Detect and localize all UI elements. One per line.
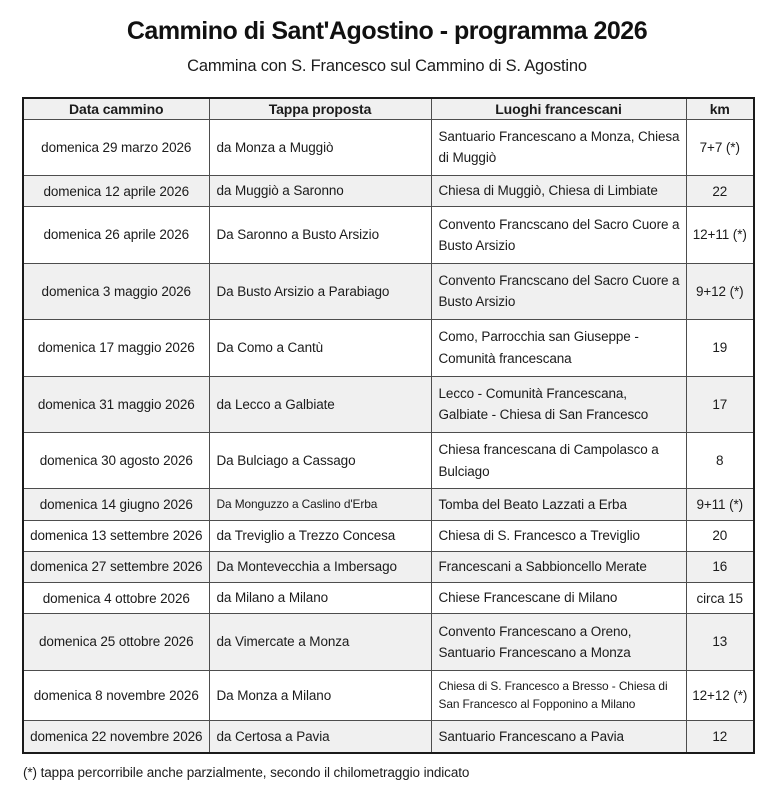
stage-cell: Da Busto Arsizio a Parabiago <box>209 263 431 319</box>
table-row <box>23 520 754 551</box>
table-row <box>23 432 754 488</box>
stage-cell: da Monza a Muggiò <box>209 119 431 175</box>
footnote: (*) tappa percorribile anche parzialmente, secondo il chilometraggio indicato <box>23 764 470 780</box>
stage-cell: da Lecco a Galbiate <box>209 376 431 432</box>
table-row <box>23 489 754 520</box>
km-cell: 12+12 (*) <box>686 670 754 720</box>
header-luoghi-francescani: Luoghi francescani <box>431 98 686 120</box>
table-row <box>23 551 754 582</box>
stage-cell: Da Montevecchia a Imbersago <box>209 551 431 582</box>
page-subtitle: Cammina con S. Francesco sul Cammino di S. Agostino <box>187 56 587 75</box>
table-row <box>23 207 754 263</box>
date-cell: domenica 22 novembre 2026 <box>23 721 209 753</box>
stage-cell: da Milano a Milano <box>209 582 431 613</box>
km-cell: 8 <box>686 432 754 488</box>
date-cell: domenica 12 aprile 2026 <box>23 175 209 206</box>
stage-cell: Da Bulciago a Cassago <box>209 432 431 488</box>
places-cell: Francescani a Sabbioncello Merate <box>431 551 686 582</box>
km-cell: circa 15 <box>686 582 754 613</box>
km-cell: 12+11 (*) <box>686 207 754 263</box>
places-cell: Convento Francescano a Oreno, Santuario Francescano a Monza <box>431 614 686 670</box>
stage-cell: da Vimercate a Monza <box>209 614 431 670</box>
date-cell: domenica 25 ottobre 2026 <box>23 614 209 670</box>
km-cell: 9+12 (*) <box>686 263 754 319</box>
stage-cell: da Certosa a Pavia <box>209 721 431 753</box>
stage-cell: da Muggiò a Saronno <box>209 175 431 206</box>
km-cell: 20 <box>686 520 754 551</box>
table-body <box>23 119 754 753</box>
table-row <box>23 670 754 720</box>
places-cell: Santuario Francescano a Monza, Chiesa di Muggiò <box>431 119 686 175</box>
table-row <box>23 320 754 376</box>
date-cell: domenica 4 ottobre 2026 <box>23 582 209 613</box>
table-row <box>23 263 754 319</box>
date-cell: domenica 17 maggio 2026 <box>23 320 209 376</box>
places-cell: Santuario Francescano a Pavia <box>431 721 686 753</box>
date-cell: domenica 29 marzo 2026 <box>23 119 209 175</box>
table-row <box>23 119 754 175</box>
header-data-cammino: Data cammino <box>23 98 209 120</box>
table-row <box>23 175 754 206</box>
places-cell: Chiesa francescana di Campolasco a Bulciago <box>431 432 686 488</box>
km-cell: 9+11 (*) <box>686 489 754 520</box>
places-cell: Convento Francscano del Sacro Cuore a Busto Arsizio <box>431 207 686 263</box>
places-cell: Chiesa di S. Francesco a Treviglio <box>431 520 686 551</box>
date-cell: domenica 8 novembre 2026 <box>23 670 209 720</box>
header-tappa-proposta: Tappa proposta <box>209 98 431 120</box>
places-cell: Lecco - Comunità Francescana, Galbiate - Chiesa di San Francesco <box>431 376 686 432</box>
stage-cell: Da Como a Cantù <box>209 320 431 376</box>
places-cell: Chiese Francescane di Milano <box>431 582 686 613</box>
date-cell: domenica 30 agosto 2026 <box>23 432 209 488</box>
table-row <box>23 376 754 432</box>
km-cell: 16 <box>686 551 754 582</box>
table-header-row <box>23 98 754 120</box>
date-cell: domenica 26 aprile 2026 <box>23 207 209 263</box>
places-cell: Convento Francscano del Sacro Cuore a Busto Arsizio <box>431 263 686 319</box>
km-cell: 17 <box>686 376 754 432</box>
places-cell: Chiesa di Muggiò, Chiesa di Limbiate <box>431 175 686 206</box>
km-cell: 7+7 (*) <box>686 119 754 175</box>
places-cell: Chiesa di S. Francesco a Bresso - Chiesa di San Francesco al Fopponino a Milano <box>431 670 686 720</box>
date-cell: domenica 14 giugno 2026 <box>23 489 209 520</box>
date-cell: domenica 3 maggio 2026 <box>23 263 209 319</box>
km-cell: 19 <box>686 320 754 376</box>
stage-cell: Da Monza a Milano <box>209 670 431 720</box>
table-row <box>23 614 754 670</box>
km-cell: 12 <box>686 721 754 753</box>
program-table <box>22 97 755 754</box>
date-cell: domenica 31 maggio 2026 <box>23 376 209 432</box>
places-cell: Como, Parrocchia san Giuseppe - Comunità francescana <box>431 320 686 376</box>
table-row <box>23 721 754 753</box>
date-cell: domenica 27 settembre 2026 <box>23 551 209 582</box>
table-row <box>23 582 754 613</box>
page-title: Cammino di Sant'Agostino - programma 2026 <box>126 17 648 45</box>
table-header <box>23 98 754 120</box>
km-cell: 13 <box>686 614 754 670</box>
stage-cell: Da Saronno a Busto Arsizio <box>209 207 431 263</box>
stage-cell: da Treviglio a Trezzo Concesa <box>209 520 431 551</box>
date-cell: domenica 13 settembre 2026 <box>23 520 209 551</box>
stage-cell: Da Monguzzo a Caslino d'Erba <box>209 489 431 520</box>
places-cell: Tomba del Beato Lazzati a Erba <box>431 489 686 520</box>
header-km: km <box>686 98 754 120</box>
km-cell: 22 <box>686 175 754 206</box>
